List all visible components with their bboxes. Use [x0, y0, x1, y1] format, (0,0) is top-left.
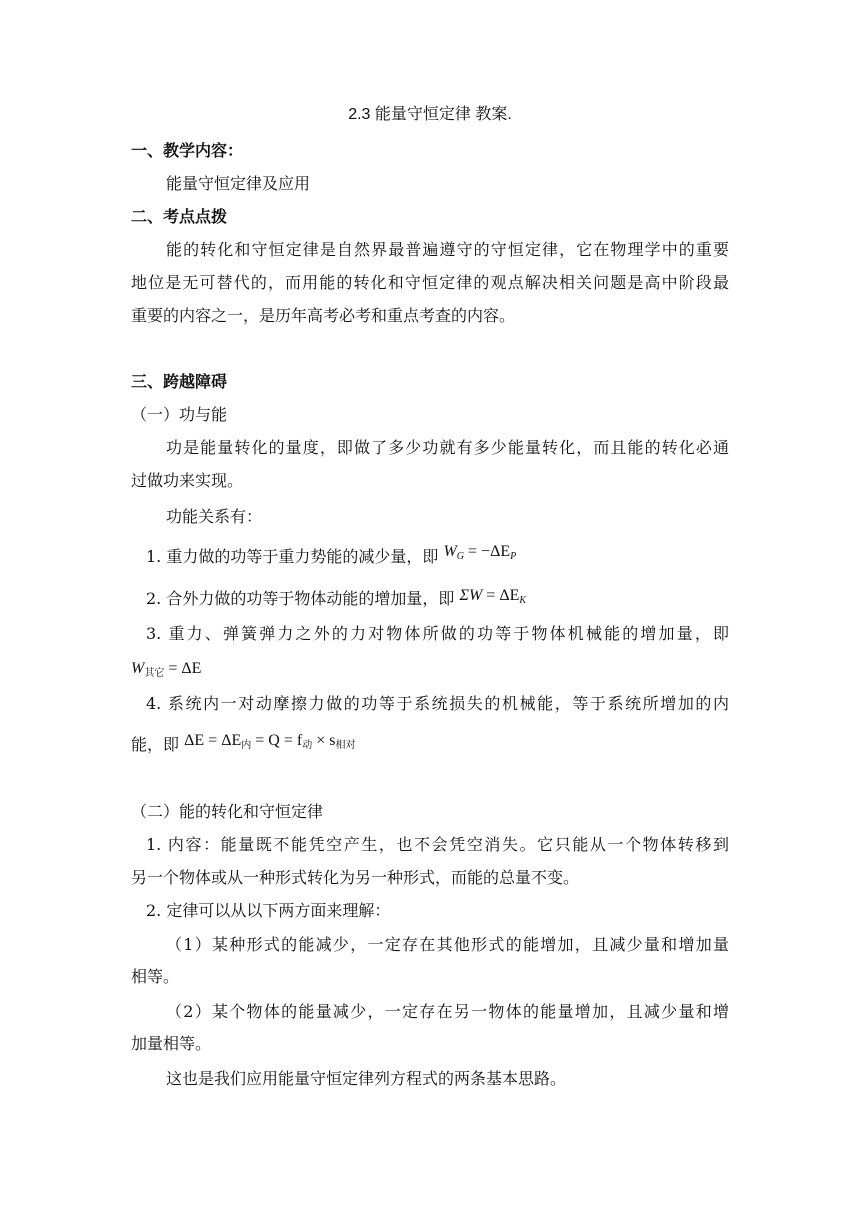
- relation-item-2-text: 2. 合外力做的功等于物体动能的增加量，即: [146, 589, 455, 608]
- formula-friction-heat: [184, 732, 355, 749]
- relation-item-4-line-1: 4. 系统内一对动摩擦力做的功等于系统损失的机械能，等于系统所增加的内: [146, 694, 729, 713]
- key-points-line-2: 地位是无可替代的，而用能的转化和守恒定律的观点解决相关问题是高中阶段最: [131, 273, 729, 292]
- law-understanding-1-line-2: 相等。: [131, 967, 180, 986]
- relation-item-3-line-1: 3. 重力、弹簧弹力之外的力对物体所做的功等于物体机械能的增加量，即: [146, 624, 729, 643]
- document-title: 2.3 能量守恒定律 教案.: [348, 106, 512, 123]
- formula-symbol: ΣW: [459, 587, 483, 604]
- relation-item-1-text: 1. 重力做的功等于重力势能的减少量，即: [146, 547, 439, 566]
- work-energy-line-1: 功是能量转化的量度，即做了多少功就有多少能量转化，而且能的转化必通: [166, 438, 729, 457]
- formula-other-work: [131, 660, 201, 677]
- key-points-line-1: 能的转化和守恒定律是自然界最普遍遵守的守恒定律，它在物理学中的重要: [166, 240, 729, 259]
- formula-subscript: 内: [241, 740, 252, 751]
- subsection-heading-conservation-law: （二）能的转化和守恒定律: [131, 802, 324, 821]
- formula-expression: = ΔE: [164, 660, 202, 677]
- law-content-line-1: 1. 内容：能量既不能凭空产生，也不会凭空消失。它只能从一个物体转移到: [146, 835, 729, 854]
- formula-expression: × s: [312, 732, 336, 749]
- law-content-line-2: 另一个物体或从一种形式转化为另一种形式，而能的总量不变。: [131, 868, 580, 887]
- formula-subscript: P: [510, 551, 517, 562]
- subsection-heading-work-and-energy: （一）功与能: [131, 405, 228, 424]
- formula-subscript: 其它: [144, 668, 165, 679]
- teaching-content-text: 能量守恒定律及应用: [166, 174, 311, 193]
- relation-item-3-formula-line: [131, 658, 201, 684]
- work-energy-line-2: 过做功来实现。: [131, 471, 244, 490]
- closing-sentence: 这也是我们应用能量守恒定律列方程式的两条基本思路。: [166, 1069, 567, 1088]
- formula-gravity-work: [443, 543, 516, 560]
- formula-expression: = Q = f: [251, 732, 303, 749]
- section-heading-overcoming-obstacles: 三、跨越障碍: [131, 372, 228, 391]
- law-understanding-2-line-2: 加量相等。: [131, 1034, 212, 1053]
- formula-expression: = ΔE: [482, 587, 520, 604]
- formula-symbol: W: [443, 543, 457, 560]
- work-energy-relations-label: 功能关系有：: [166, 507, 263, 526]
- law-understanding-1-line-1: （1）某种形式的能减少，一定存在其他形式的能增加，且减少量和增加量: [166, 935, 729, 954]
- formula-subscript: G: [456, 551, 465, 562]
- section-heading-key-points: 二、考点点拨: [131, 207, 228, 226]
- law-understanding-2-line-1: （2）某个物体的能量减少，一定存在另一物体的能量增加，且减少量和增: [166, 1002, 729, 1021]
- formula-net-work: [459, 587, 526, 604]
- relation-item-1: [146, 543, 517, 573]
- formula-symbol: W: [131, 660, 145, 677]
- relation-item-4-text: 能，即: [131, 735, 180, 754]
- formula-subscript: 动: [302, 740, 313, 751]
- relation-item-2: [146, 589, 526, 615]
- law-understanding-label: 2. 定律可以从以下两方面来理解：: [146, 901, 391, 920]
- formula-expression: = −ΔE: [464, 543, 511, 560]
- section-heading-teaching-content: 一、教学内容：: [131, 141, 244, 160]
- formula-expression: ΔE = ΔE: [184, 732, 242, 749]
- formula-subscript: K: [519, 595, 527, 606]
- key-points-line-3: 重要的内容之一，是历年高考必考和重点考查的内容。: [131, 306, 516, 325]
- relation-item-4-line-2: [131, 732, 356, 761]
- formula-subscript: 相对: [335, 740, 356, 751]
